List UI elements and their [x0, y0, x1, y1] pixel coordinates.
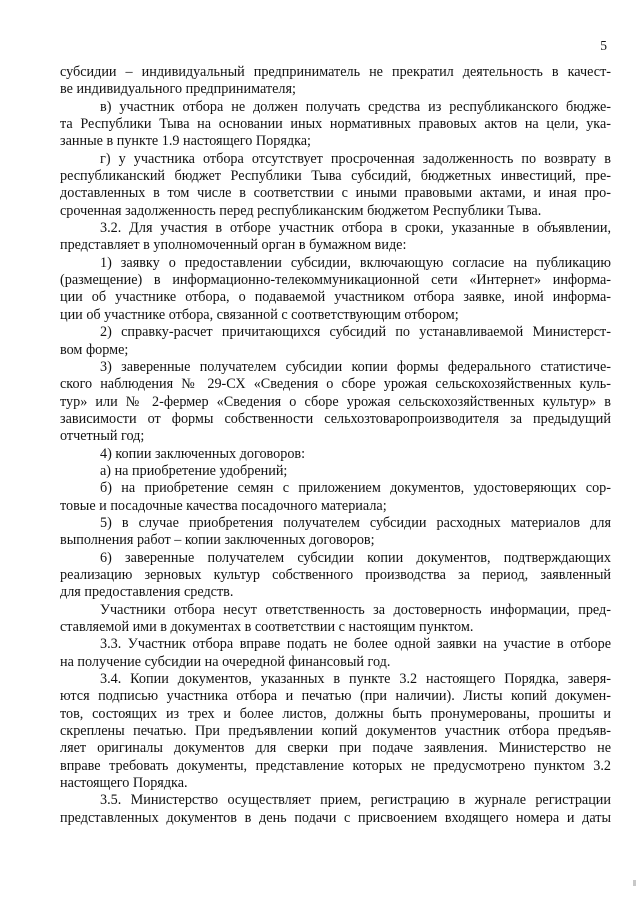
- text-line: республиканский бюджет Республики Тыва субсидий, бюджетных инвестиций, пре-: [60, 168, 611, 185]
- paragraph: [60, 636, 611, 671]
- text-line: а) на приобретение удобрений;: [100, 462, 288, 479]
- text-line: ции об участнике отбора, о подаваемой участником отбора заявке, иной информа-: [60, 289, 611, 306]
- text-line: товые и посадочные качества посадочного материала;: [60, 497, 387, 514]
- text-line: 4) копии заключенных договоров:: [100, 445, 306, 462]
- paragraph: [60, 359, 611, 446]
- text-line: 5) в случае приобретения получателем субсидии расходных материалов для: [100, 514, 611, 531]
- text-line: реализацию зерновых культур собственного производства за период, заявленный: [60, 566, 611, 583]
- text-line: скреплены печатью. При предъявлении копий документов участник отбора предъяв-: [60, 723, 611, 740]
- text-line: ского наблюдения № 29-СХ «Сведения о сборе урожая сельскохозяйственных куль-: [60, 376, 611, 393]
- text-line: настоящего Порядка.: [60, 775, 188, 792]
- page-number: 5: [600, 38, 607, 53]
- paragraph: [60, 792, 611, 827]
- text-line: зависимости от формы собственности сельхозтоваропроизводителя за предыдущий: [60, 410, 611, 427]
- text-line: выполнения работ – копии заключенных договоров;: [60, 532, 375, 549]
- text-line: ются подписью участника отбора и печатью (при наличии). Листы копий докумен-: [60, 688, 611, 705]
- paragraph: [60, 671, 611, 792]
- text-line: представляет в уполномоченный орган в бумажном виде:: [60, 237, 407, 254]
- text-line: на получение субсидии на очередной финансовый год.: [60, 653, 391, 670]
- document-body: [60, 64, 611, 827]
- text-line: ставляемой ими в документах в соответствии с настоящим пунктом.: [60, 619, 474, 635]
- paragraph: [60, 463, 611, 480]
- text-line: ляет оригиналы документов для сверки при подаче заявления. Министерство не: [60, 740, 611, 757]
- text-line: 3) заверенные получателем субсидии копии формы федерального статистиче-: [100, 358, 611, 375]
- paragraph: [60, 255, 611, 324]
- paragraph: [60, 602, 611, 637]
- text-line: 1) заявку о предоставлении субсидии, включающую согласие на публикацию: [100, 254, 611, 271]
- text-line: 6) заверенные получателем субсидии копии документов, подтверждающих: [100, 549, 611, 566]
- text-line: 3.5. Министерство осуществляет прием, регистрацию в журнале регистрации: [100, 792, 611, 809]
- paragraph: [60, 446, 611, 463]
- paragraph: [60, 99, 611, 151]
- paragraph: [60, 515, 611, 550]
- paragraph: [60, 64, 611, 99]
- text-line: представленных документов в день подачи с присвоением входящего номера и даты: [60, 809, 611, 826]
- text-line: ции об участнике отбора, связанной с соответствующим отбором;: [60, 306, 459, 323]
- scan-edge-mark: [633, 880, 636, 886]
- text-line: отчетный год;: [60, 428, 145, 445]
- text-line: та Республики Тыва на основании иных нормативных правовых актов на цели, ука-: [60, 116, 611, 133]
- text-line: Участники отбора несут ответственность за достоверность информации, пред-: [100, 601, 611, 618]
- text-line: 3.2. Для участия в отборе участник отбора в сроки, указанные в объявлении,: [100, 220, 611, 237]
- paragraph: [60, 324, 611, 359]
- text-line: тур» или № 2-фермер «Сведения о сборе урожая сельскохозяйственных культур» в: [60, 393, 611, 410]
- text-line: субсидии – индивидуальный предприниматель не прекратил деятельность в качест-: [60, 64, 611, 80]
- text-line: вом форме;: [60, 341, 129, 358]
- text-line: 2) справку-расчет причитающихся субсидий по устанавливаемой Министерст-: [100, 324, 611, 341]
- text-line: занные в пункте 1.9 настоящего Порядка;: [60, 133, 311, 150]
- text-line: доставленных в том числе в соответствии с иными правовыми актами, и иная про-: [60, 185, 611, 202]
- text-line: вправе требовать документы, представление которых не предусмотрено пунктом 3.2: [60, 757, 611, 774]
- text-line: г) у участника отбора отсутствует просроченная задолженность по возврату в: [100, 150, 611, 167]
- text-line: в) участник отбора не должен получать средства из республиканского бюдже-: [100, 98, 611, 115]
- text-line: тов, состоящих из трех и более листов, должны быть пронумерованы, прошиты и: [60, 705, 611, 722]
- paragraph: [60, 220, 611, 255]
- text-line: (размещение) в информационно-телекоммуникационной сети «Интернет» информа-: [60, 272, 611, 289]
- text-line: 3.3. Участник отбора вправе подать не более одной заявки на участие в отборе: [100, 636, 611, 653]
- text-line: 3.4. Копии документов, указанных в пункте 3.2 настоящего Порядка, заверя-: [100, 671, 611, 688]
- paragraph: [60, 550, 611, 602]
- text-line: сроченная задолженность перед республиканским бюджетом Республики Тыва.: [60, 202, 542, 219]
- text-line: б) на приобретение семян с приложением документов, удостоверяющих сор-: [100, 480, 611, 497]
- paragraph: [60, 480, 611, 515]
- text-line: для предоставления средств.: [60, 584, 234, 601]
- paragraph: [60, 151, 611, 220]
- text-line: ве индивидуального предпринимателя;: [60, 81, 296, 98]
